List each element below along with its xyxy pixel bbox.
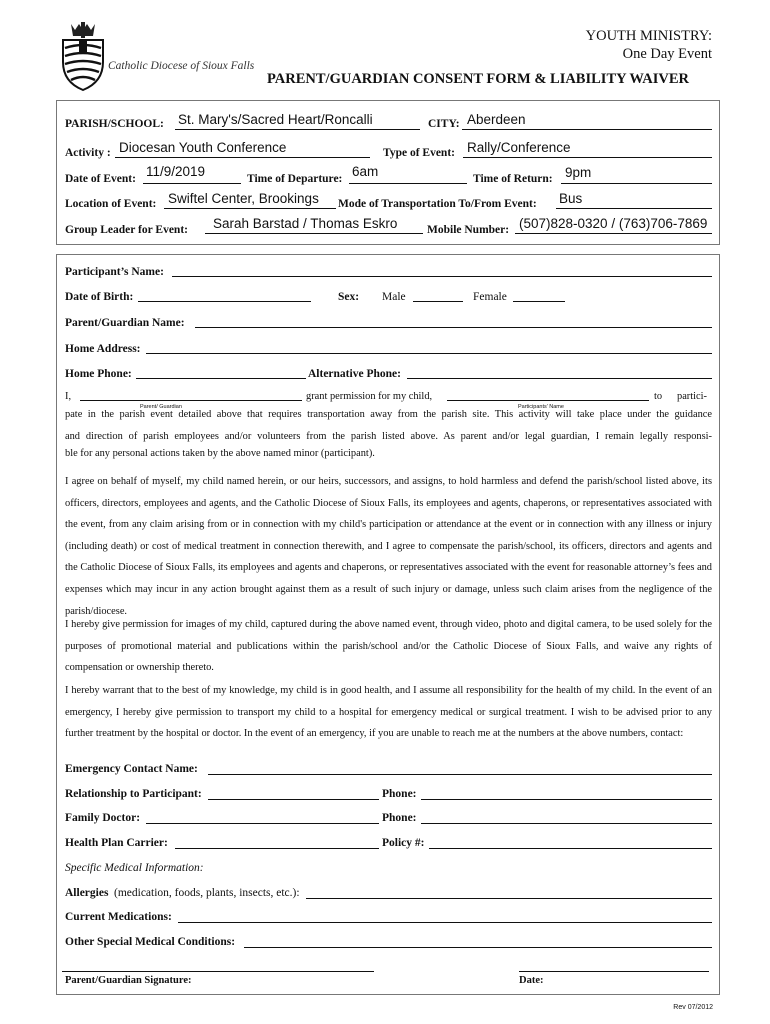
home-phone-label: Home Phone:	[65, 368, 132, 380]
conditions-label: Other Special Medical Conditions:	[65, 936, 236, 948]
date-value: 11/9/2019	[146, 164, 206, 179]
address-field[interactable]	[146, 353, 712, 354]
departure-field[interactable]	[349, 183, 467, 184]
conditions-field[interactable]	[244, 947, 712, 948]
transport-label: Mode of Transportation To/From Event:	[338, 198, 537, 210]
allergies-note: (medication, foods, plants, insects, etc.):	[114, 887, 300, 899]
activity-field[interactable]	[115, 157, 370, 158]
leader-label: Group Leader for Event:	[65, 224, 188, 236]
allergies-field[interactable]	[306, 898, 712, 899]
mobile-field[interactable]	[515, 233, 712, 234]
doctor-label: Family Doctor:	[65, 812, 141, 824]
return-label: Time of Return:	[473, 173, 553, 185]
diocese-logo	[57, 22, 109, 92]
medications-field[interactable]	[178, 922, 712, 923]
city-value: Aberdeen	[467, 112, 526, 127]
medications-label: Current Medications:	[65, 911, 172, 923]
images-paragraph: I hereby give permission for images of my child, captured during the above named event, through video, photo and digital camera, to be used solely for the purposes of promotional material and publications within the parish/school and/or the Catholic Diocese of Sioux Falls, and waive any rights of compensation or ownership thereto.	[65, 619, 712, 674]
emergency-contact-field[interactable]	[208, 774, 712, 775]
location-label: Location of Event:	[65, 198, 157, 210]
mobile-label: Mobile Number:	[427, 224, 510, 236]
doctor-phone-field[interactable]	[421, 823, 712, 824]
policy-label: Policy #:	[382, 837, 425, 849]
liability-paragraph: I agree on behalf of myself, my child named herein, or our heirs, successors, and assigns, to hold harmless and defend the parish/school listed above, its officers, directors, employees and agents, and the Catholic Diocese of Sioux Falls, its employees and agents, chaperons, or representatives associated with the event, from any claim arising from or in connection with my child's participation or attendance at the event or in connection with any illness or injury (including death) or cost of medical treatment in connection therewith, and I agree to compensate the parish/school, its officers, directors and agents and the Catholic Diocese of Sioux Falls, its employees and agents and chaperons, or representatives associated with the event for reasonable attorney’s fees and expenses which may incur in any action brought against them as a result of such injury or damage, unless such claim arises from the negligence of the parish/diocese.	[65, 476, 712, 617]
medical-info-label: Specific Medical Information:	[65, 862, 204, 874]
dob-label: Date of Birth:	[65, 291, 134, 303]
departure-label: Time of Departure:	[247, 173, 343, 185]
city-field[interactable]	[462, 129, 712, 130]
signature-label: Parent/Guardian Signature:	[65, 975, 192, 986]
permission-grant-text: grant permission for my child,	[306, 391, 433, 402]
participant-name-label: Participant’s Name:	[65, 266, 164, 278]
home-phone-field[interactable]	[136, 378, 306, 379]
revision-note: Rev 07/2012	[673, 1004, 713, 1011]
location-value: Swiftel Center, Brookings	[168, 191, 319, 206]
return-value: 9pm	[565, 165, 592, 180]
transport-field[interactable]	[556, 208, 712, 209]
sex-label: Sex:	[338, 291, 360, 303]
health-paragraph: I hereby warrant that to the best of my knowledge, my child is in good health, and I assume all responsibility for the health of my child. In the event of an emergency, I hereby give permission to transport my child to a hospital for emergency medical or surgical treatment. I wish to be advised prior to any further treatment by the hospital or doctor. In the event of an emergency, if you are unable to reach me at the numbers at the above numbers, contact:	[65, 685, 712, 740]
type-value: Rally/Conference	[467, 140, 571, 155]
city-label: CITY:	[428, 118, 460, 130]
emergency-contact-label: Emergency Contact Name:	[65, 763, 198, 775]
emergency-phone-label: Phone:	[382, 788, 417, 800]
plan-field[interactable]	[175, 848, 379, 849]
diocese-name: Catholic Diocese of Sioux Falls	[108, 60, 255, 72]
ministry-heading: YOUTH MINISTRY:	[585, 28, 712, 44]
parish-label: PARISH/SCHOOL:	[65, 118, 164, 130]
address-label: Home Address:	[65, 343, 141, 355]
emergency-phone-field[interactable]	[421, 799, 712, 800]
guardian-permission-field[interactable]	[80, 400, 302, 401]
female-label: Female	[473, 291, 507, 303]
relationship-field[interactable]	[208, 799, 379, 800]
permission-line-2: and direction of parish employees and/or volunteers from the parish listed above. As parent and/or legal guardian, I remain legally responsi-	[65, 431, 712, 442]
event-kind: One Day Event	[622, 46, 712, 62]
doctor-field[interactable]	[146, 823, 379, 824]
form-title: PARENT/GUARDIAN CONSENT FORM & LIABILITY WAIVER	[267, 71, 690, 87]
leader-field[interactable]	[205, 233, 423, 234]
participant-name-field[interactable]	[172, 276, 712, 277]
guardian-name-field[interactable]	[195, 327, 712, 328]
permission-line-1: pate in the parish event detailed above that requires transportation away from the parish site. This activity will take place under the guidance	[65, 409, 712, 420]
dob-field[interactable]	[138, 301, 311, 302]
activity-value: Diocesan Youth Conference	[119, 140, 287, 155]
child-permission-field[interactable]	[447, 400, 649, 401]
date-field[interactable]	[143, 183, 241, 184]
parish-field[interactable]	[175, 129, 420, 130]
type-field[interactable]	[463, 157, 712, 158]
policy-field[interactable]	[429, 848, 712, 849]
plan-label: Health Plan Carrier:	[65, 837, 168, 849]
participant-caption: Participants’ Name	[518, 404, 564, 410]
signature-date-field[interactable]	[519, 971, 709, 972]
permission-partici: partici-	[677, 391, 707, 402]
mobile-value: (507)828-0320 / (763)706-7869	[519, 216, 708, 231]
female-field[interactable]	[513, 301, 565, 302]
male-field[interactable]	[413, 301, 463, 302]
type-label: Type of Event:	[383, 147, 455, 159]
alt-phone-label: Alternative Phone:	[308, 368, 401, 380]
male-label: Male	[382, 291, 406, 303]
leader-value: Sarah Barstad / Thomas Eskro	[213, 216, 398, 231]
date-label: Date of Event:	[65, 173, 136, 185]
departure-value: 6am	[352, 164, 379, 179]
transport-value: Bus	[559, 191, 583, 206]
doctor-phone-label: Phone:	[382, 812, 417, 824]
guardian-name-label: Parent/Guardian Name:	[65, 317, 185, 329]
relationship-label: Relationship to Participant:	[65, 788, 202, 800]
activity-label: Activity :	[65, 147, 111, 159]
permission-to: to	[654, 391, 663, 402]
location-field[interactable]	[164, 208, 336, 209]
signature-field[interactable]	[62, 971, 374, 972]
parish-value: St. Mary's/Sacred Heart/Roncalli	[178, 112, 373, 127]
allergies-label: Allergies	[65, 887, 109, 899]
permission-line-3: ble for any personal actions taken by the above named minor (participant).	[65, 448, 375, 459]
guardian-caption: Parent/ Guardian	[140, 404, 182, 410]
signature-date-label: Date:	[519, 975, 544, 986]
return-field[interactable]	[561, 183, 712, 184]
alt-phone-field[interactable]	[407, 378, 712, 379]
permission-i: I,	[65, 391, 72, 402]
